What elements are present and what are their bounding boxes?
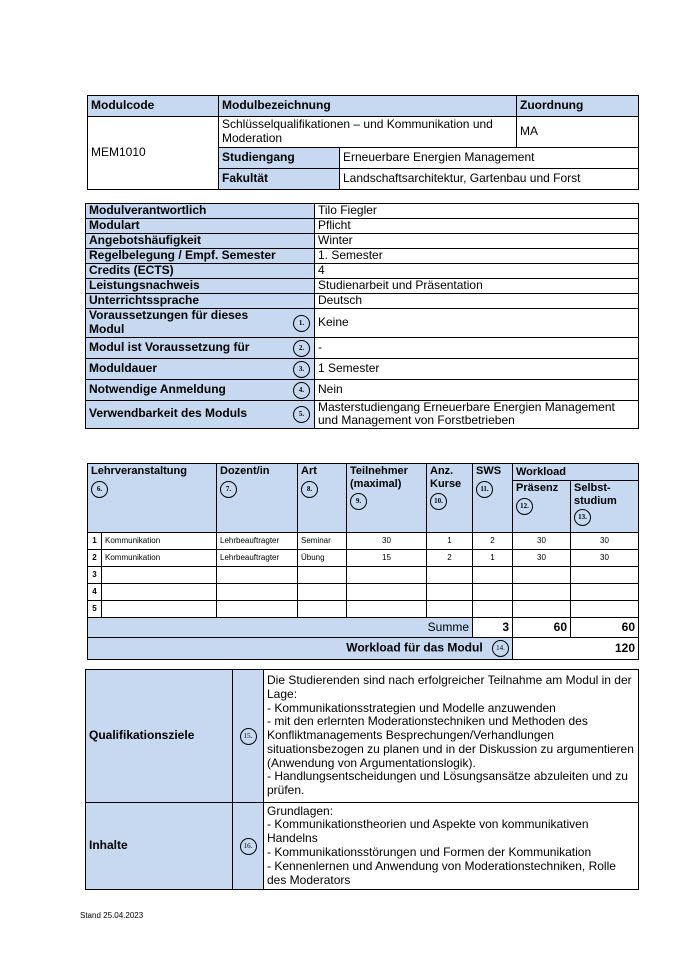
course-art (298, 601, 347, 618)
detail-label-numbered (86, 400, 315, 429)
course-dozent (217, 584, 298, 601)
course-teilnehmer: 15 (347, 550, 427, 567)
number-circle: 14. (492, 640, 509, 657)
course-sws (473, 567, 513, 584)
modulbezeichnung-value: Schlüsselqualifikationen – und Kommunikation und Moderation (219, 117, 517, 148)
course-dozent: Lehrbeauftragter (217, 533, 298, 550)
row-number: 4 (88, 584, 102, 601)
col-label: Lehrveranstaltung (91, 465, 187, 477)
zuordnung-value: MA (517, 117, 639, 148)
number-circle: 6. (91, 481, 108, 498)
course-art: Seminar (298, 533, 347, 550)
detail-label-text: Voraussetzungen für dieses Modul (89, 308, 249, 336)
course-kurse (427, 601, 473, 618)
course-sws (473, 584, 513, 601)
course-kurse (427, 584, 473, 601)
detail-value: Nein (315, 379, 639, 400)
row-number: 2 (88, 550, 102, 567)
studiengang-label: Studiengang (219, 147, 340, 168)
course-teilnehmer (347, 584, 427, 601)
detail-label: Modulart (86, 219, 315, 234)
number-circle: 9. (350, 493, 367, 510)
detail-value: Studienarbeit und Präsentation (315, 279, 639, 294)
col-label: Dozent/in (220, 465, 270, 477)
summe-praesenz: 60 (513, 618, 571, 638)
detail-value: Tilo Fiegler (315, 204, 639, 219)
detail-value: 1. Semester (315, 249, 639, 264)
workload-label-cell (88, 638, 513, 660)
number-circle: 16. (240, 838, 257, 855)
course-selbst (571, 601, 639, 618)
inhalte-label: Inhalte (86, 803, 233, 890)
detail-label-numbered (86, 337, 315, 358)
course-name: Kommunikation (102, 533, 217, 550)
detail-value: Winter (315, 234, 639, 249)
detail-label-numbered (86, 358, 315, 379)
number-circle: 10. (430, 493, 447, 510)
course-kurse (427, 567, 473, 584)
inhalte-text-cell (264, 803, 639, 890)
course-teilnehmer (347, 567, 427, 584)
col-label: Art (301, 465, 317, 477)
number-circle: 8. (301, 481, 318, 498)
course-art (298, 584, 347, 601)
number-circle: 11. (476, 481, 493, 498)
detail-label-text: Modul ist Voraussetzung für (89, 339, 250, 354)
course-praesenz (513, 601, 571, 618)
detail-label-text: Notwendige Anmeldung (89, 381, 226, 396)
col-dozent (217, 464, 298, 533)
detail-value: 4 (315, 264, 639, 279)
course-praesenz: 30 (513, 550, 571, 567)
col-label: Anz. Kurse (430, 465, 462, 490)
number-circle: 7. (220, 481, 237, 498)
module-details-table (85, 203, 639, 429)
module-header-table (87, 95, 639, 190)
number-circle: 13. (574, 509, 591, 526)
row-number: 5 (88, 601, 102, 618)
summe-selbst: 60 (571, 618, 639, 638)
course-name (102, 584, 217, 601)
table-row (88, 533, 639, 550)
detail-label: Modulverantwortlich (86, 204, 315, 219)
course-dozent: Lehrbeauftragter (217, 550, 298, 567)
col-label: Selbst-studium (574, 482, 617, 507)
col-praesenz (513, 481, 571, 533)
course-praesenz: 30 (513, 533, 571, 550)
detail-label: Unterrichtssprache (86, 294, 315, 309)
col-kurse (427, 464, 473, 533)
detail-value: 1 Semester (315, 358, 639, 379)
goals-table (85, 669, 639, 890)
row-number: 3 (88, 567, 102, 584)
table-row (88, 601, 639, 618)
col-label: Teilnehmer (maximal) (350, 465, 408, 490)
detail-label: Leistungsnachweis (86, 279, 315, 294)
col-lehrveranstaltung (88, 464, 217, 533)
course-name: Kommunikation (102, 550, 217, 567)
qual-label: Qualifikationsziele (86, 670, 233, 803)
course-art: Übung (298, 550, 347, 567)
modulcode-label: Modulcode (88, 96, 219, 117)
qual-text: Die Studierenden sind nach erfolgreicher Teilnahme am Modul in der Lage: - Kommunikationsstrategien und Modelle anzuwenden - mit den erlernten Moderationstechniken und Methoden des Konfliktmanagements Besprechungen/Verhandlungen situationsbezogen zu planen und in der Diskussion zu argumentieren (Anwendung von Argumentationslogik). - Handlungsentscheidungen und Lösungsansätze abzuleiten und zu prüfen. (267, 672, 634, 798)
course-kurse: 2 (427, 550, 473, 567)
modulbezeichnung-label: Modulbezeichnung (219, 96, 517, 117)
table-row (88, 584, 639, 601)
workload-total: 120 (513, 638, 639, 660)
modulcode-value: MEM1010 (88, 117, 219, 190)
qual-text-cell (264, 670, 639, 803)
number-circle: 5. (293, 406, 310, 423)
course-teilnehmer: 30 (347, 533, 427, 550)
course-praesenz (513, 567, 571, 584)
detail-label: Angebotshäufigkeit (86, 234, 315, 249)
qual-num-cell (233, 670, 264, 803)
number-circle: 4. (293, 382, 310, 399)
course-praesenz (513, 584, 571, 601)
row-number: 1 (88, 533, 102, 550)
number-circle: 2. (293, 340, 310, 357)
fakultaet-label: Fakultät (219, 168, 340, 189)
number-circle: 15. (240, 728, 257, 745)
number-circle: 12. (516, 498, 533, 515)
course-kurse: 1 (427, 533, 473, 550)
detail-value: Pflicht (315, 219, 639, 234)
col-sws (473, 464, 513, 533)
stand-date: Stand 25.04.2023 (80, 911, 144, 920)
detail-label: Credits (ECTS) (86, 264, 315, 279)
fakultaet-value: Landschaftsarchitektur, Gartenbau und Forst (340, 168, 639, 189)
course-dozent (217, 567, 298, 584)
zuordnung-label: Zuordnung (517, 96, 639, 117)
detail-label-text: Moduldauer (89, 360, 157, 375)
summe-label: Summe (88, 618, 473, 638)
table-row (88, 567, 639, 584)
detail-value: Masterstudiengang Erneuerbare Energien Management und Management von Forstbetrieben (315, 400, 639, 429)
detail-label: Regelbelegung / Empf. Semester (86, 249, 315, 264)
inhalte-text: Grundlagen: - Kommunikationstheorien und Aspekte von kommunikativen Handelns - Kommunikationsstörungen und Formen der Kommunikation - Kennenlernen und Anwendung von Moderationstechniken, Rolle des Moderators (267, 803, 616, 887)
number-circle: 3. (293, 361, 310, 378)
course-selbst (571, 584, 639, 601)
col-label: Präsenz (516, 482, 559, 495)
course-selbst (571, 567, 639, 584)
course-sws: 1 (473, 550, 513, 567)
course-dozent (217, 601, 298, 618)
inhalte-num-cell (233, 803, 264, 890)
col-selbststudium (571, 481, 639, 533)
table-row (88, 550, 639, 567)
course-sws (473, 601, 513, 618)
col-workload: Workload (513, 464, 639, 481)
summe-sws: 3 (473, 618, 513, 638)
col-teilnehmer (347, 464, 427, 533)
course-selbst: 30 (571, 550, 639, 567)
col-art (298, 464, 347, 533)
detail-label-text: Verwendbarkeit des Moduls (89, 406, 248, 421)
detail-value: - (315, 337, 639, 358)
number-circle: 1. (293, 315, 310, 332)
col-label: SWS (476, 465, 502, 477)
studiengang-value: Erneuerbare Energien Management (340, 147, 639, 168)
course-name (102, 567, 217, 584)
detail-value: Keine (315, 309, 639, 338)
workload-label: Workload für das Modul (346, 640, 483, 655)
course-selbst: 30 (571, 533, 639, 550)
course-teilnehmer (347, 601, 427, 618)
course-sws: 2 (473, 533, 513, 550)
course-name (102, 601, 217, 618)
detail-label-numbered (86, 379, 315, 400)
courses-table (87, 463, 639, 660)
detail-label-numbered (86, 309, 315, 338)
course-art (298, 567, 347, 584)
detail-value: Deutsch (315, 294, 639, 309)
